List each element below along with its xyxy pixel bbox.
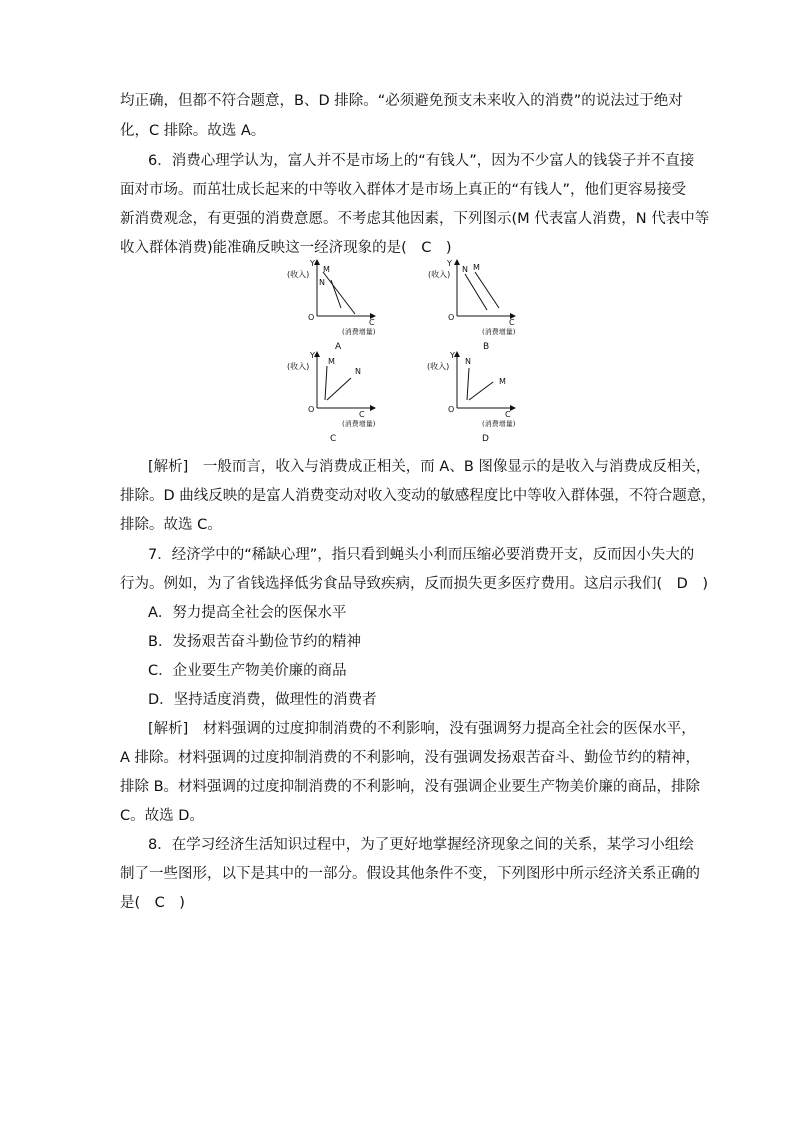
income-label: (收入) [287,270,310,279]
text-line: 排除。故选 C。 [120,517,222,533]
text-line: 收入群体消费)能准确反映这一经济现象的是( C ) [120,240,452,256]
option-d: D．坚持适度消费，做理性的消费者 [148,692,377,708]
option-b: B．发扬艰苦奋斗勤俭节约的精神 [148,634,361,650]
option-a: A．努力提高全社会的医保水平 [148,605,347,621]
curve-m [323,272,355,314]
origin-label: O [448,405,455,414]
x-caption: (消费增量) [482,420,516,428]
question-7-line: 7．经济学中的“稀缺心理”，指只看到蝇头小利而压缩必要消费开支，反而因小失大的 [148,547,695,563]
text-line: A 排除。材料强调的过度抑制消费的不利影响，没有强调发扬艰苦奋斗、勤俭节约的精神， [120,750,701,766]
text-line: 均正确，但都不符合题意，B、D 排除。“必须避免预支未来收入的消费”的说法过于绝对 [120,93,683,109]
text-line: C。故选 D。 [120,808,204,824]
figure-d [425,350,525,446]
n-label: N [462,265,468,274]
analysis-6-line: [解析] 一般而言，收入与消费成正相关，而 A、B 图像显示的是收入与消费成反相关， [148,459,711,475]
c-label: C [359,410,365,419]
option-c: C．企业要生产物美价廉的商品 [148,663,347,679]
m-label: M [499,377,506,386]
caption-a: A [335,342,342,352]
income-label: (收入) [428,270,451,279]
income-label: (收入) [427,362,450,371]
y-label: Y [310,259,315,268]
curve-n [467,368,469,400]
text-line: 化，C 排除。故选 A。 [120,123,266,139]
curve-m [325,366,327,400]
text-line: 新消费观念，有更强的消费意愿。不考虑其他因素，下列图示(M 代表富人消费，N 代表中等 [120,211,710,227]
n-label: N [319,278,325,287]
x-caption: (消费增量) [342,328,376,336]
text-line: 行为。例如，为了省钱选择低劣食品导致疾病，反而损失更多医疗费用。这启示我们( D ) [120,576,708,592]
m-label: M [323,265,330,274]
c-label: C [369,318,375,327]
figure-a [285,258,385,354]
x-caption: (消费增量) [482,328,516,336]
caption-b: B [483,342,490,352]
origin-label: O [448,313,455,322]
y-label: Y [310,351,315,360]
origin-label: O [308,405,315,414]
y-label: Y [450,351,455,360]
figure-c [285,350,385,446]
c-label: C [509,318,515,327]
n-label: N [355,367,361,376]
y-label: Y [447,259,452,268]
m-label: M [328,357,335,366]
curve-n [465,274,487,310]
question-8-line: 8．在学习经济生活知识过程中，为了更好地掌握经济现象之间的关系，某学习小组绘 [148,837,694,853]
text-line: 是( C ) [120,895,185,911]
text-line: 排除。D 曲线反映的是富人消费变动对收入变动的敏感程度比中等收入群体强，不符合题意， [120,488,716,504]
n-label: N [465,357,471,366]
c-label: C [505,410,511,419]
question-6-line: 6．消费心理学认为，富人并不是市场上的“有钱人”，因为不少富人的钱袋子并不直接 [148,153,695,169]
curve-n [327,378,351,400]
analysis-7-line: [解析] 材料强调的过度抑制消费的不利影响，没有强调努力提高全社会的医保水平， [148,721,696,737]
caption-d: D [482,434,489,444]
figure-b [425,258,525,354]
x-caption: (消费增量) [342,420,376,428]
text-line: 制了一些图形，以下是其中的一部分。假设其他条件不变，下列图形中所示经济关系正确的 [120,866,700,882]
m-label: M [473,263,480,272]
caption-c: C [330,434,337,444]
text-line: 排除 B。材料强调的过度抑制消费的不利影响，没有强调企业要生产物美价廉的商品，排除 [120,779,701,795]
curve-m [475,272,499,308]
origin-label: O [308,313,315,322]
curve-m [469,382,493,400]
text-line: 面对市场。而茁壮成长起来的中等收入群体才是市场上真正的“有钱人”，他们更容易接受 [120,182,687,198]
income-label: (收入) [287,362,310,371]
